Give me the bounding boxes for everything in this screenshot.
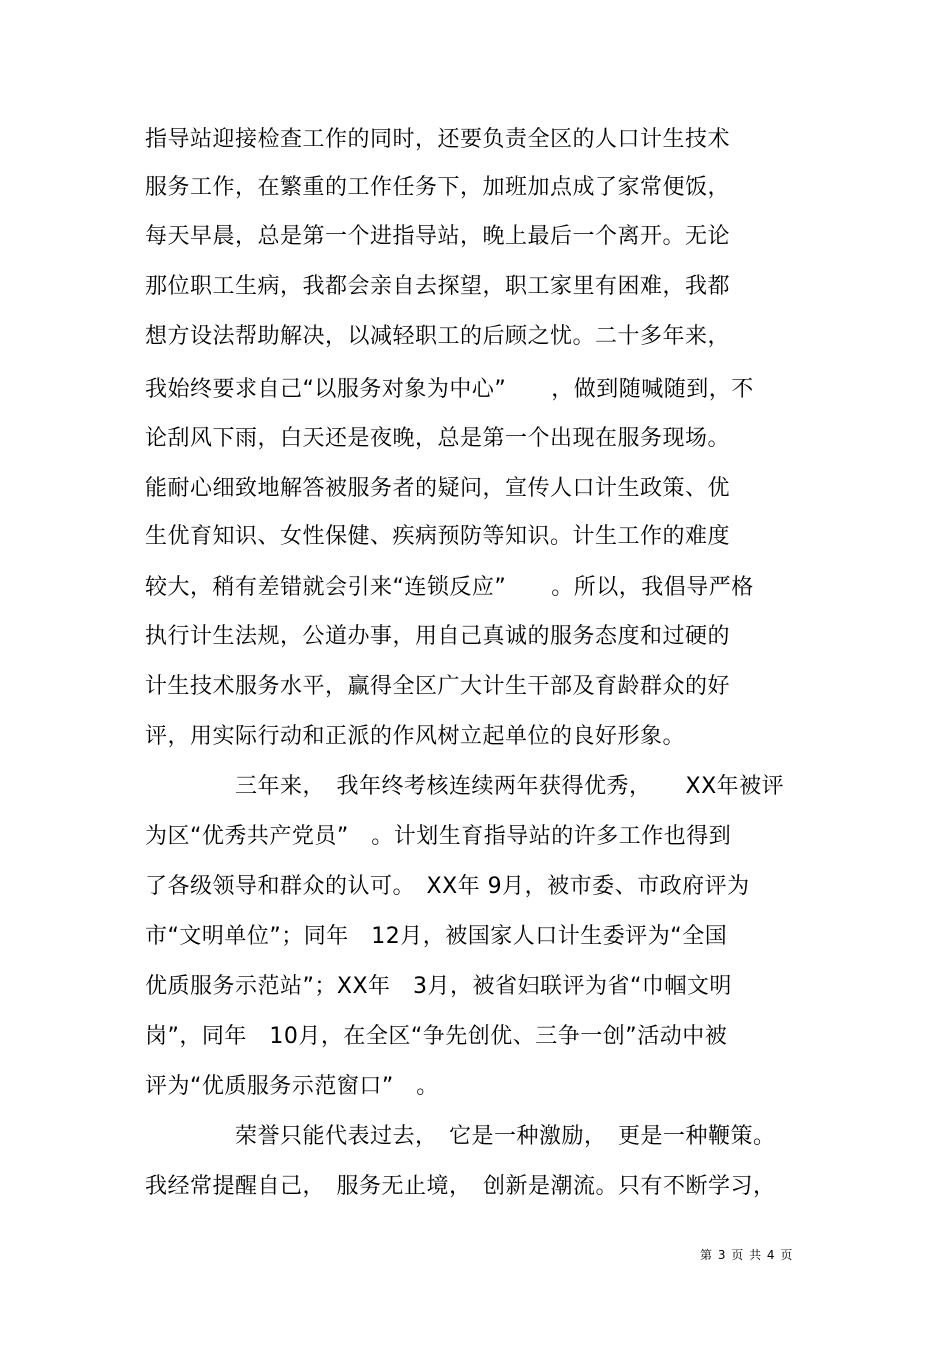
text-line: 优质服务示范站”；XX年 3月，被省妇联评为省“巾帼文明: [145, 974, 732, 999]
text-line: 我经常提醒自己， 服务无止境， 创新是潮流。只有不断学习，: [145, 1174, 776, 1199]
text-line: 那位职工生病，我都会亲自去探望，职工家里有困难，我都: [145, 274, 731, 299]
text-line: 为区“优秀共产党员” 。计划生育指导站的许多工作也得到: [145, 824, 732, 849]
text-line: 生优育知识、女性保健、疾病预防等知识。计生工作的难度: [145, 524, 731, 549]
text-line: 了各级领导和群众的认可。 XX年 9月，被市委、市政府评为: [145, 874, 750, 899]
text-line: 执行计生法规，公道办事，用自己真诚的服务态度和过硬的: [145, 624, 731, 649]
text-line: 我始终要求自己“以服务对象为中心” ，做到随喊随到，不: [145, 377, 754, 402]
text-line: 荣誉只能代表过去， 它是一种激励， 更是一种鞭策。: [145, 1124, 776, 1149]
text-line: 服务工作，在繁重的工作任务下，加班加点成了家常便饭，: [145, 175, 731, 200]
page-number-footer: 第 3 页 共 4 页: [700, 1248, 794, 1262]
text-line: 每天早晨，总是第一个进指导站，晚上最后一个离开。无论: [145, 224, 731, 249]
text-line: 三年来， 我年终考核连续两年获得优秀， XX年被评: [145, 774, 785, 799]
text-line: 想方设法帮助解决，以减轻职工的后顾之忧。二十多年来，: [145, 324, 731, 349]
text-line: 评为“优质服务示范窗口” 。: [145, 1074, 439, 1099]
text-line: 指导站迎接检查工作的同时，还要负责全区的人口计生技术: [145, 127, 731, 152]
text-line: 论刮风下雨，白天还是夜晚，总是第一个出现在服务现场。: [145, 426, 731, 451]
text-line: 市“文明单位”；同年 12月，被国家人口计生委评为“全国: [145, 924, 728, 949]
text-line: 较大，稍有差错就会引来“连锁反应” 。所以，我倡导严格: [145, 575, 754, 600]
text-line: 计生技术服务水平，赢得全区广大计生干部及育龄群众的好: [145, 674, 731, 699]
text-line: 岗”，同年 10月，在全区“争先创优、三争一创”活动中被: [145, 1024, 728, 1049]
text-line: 评，用实际行动和正派的作风树立起单位的良好形象。: [145, 724, 686, 749]
text-line: 能耐心细致地解答被服务者的疑问，宣传人口计生政策、优: [145, 476, 731, 501]
